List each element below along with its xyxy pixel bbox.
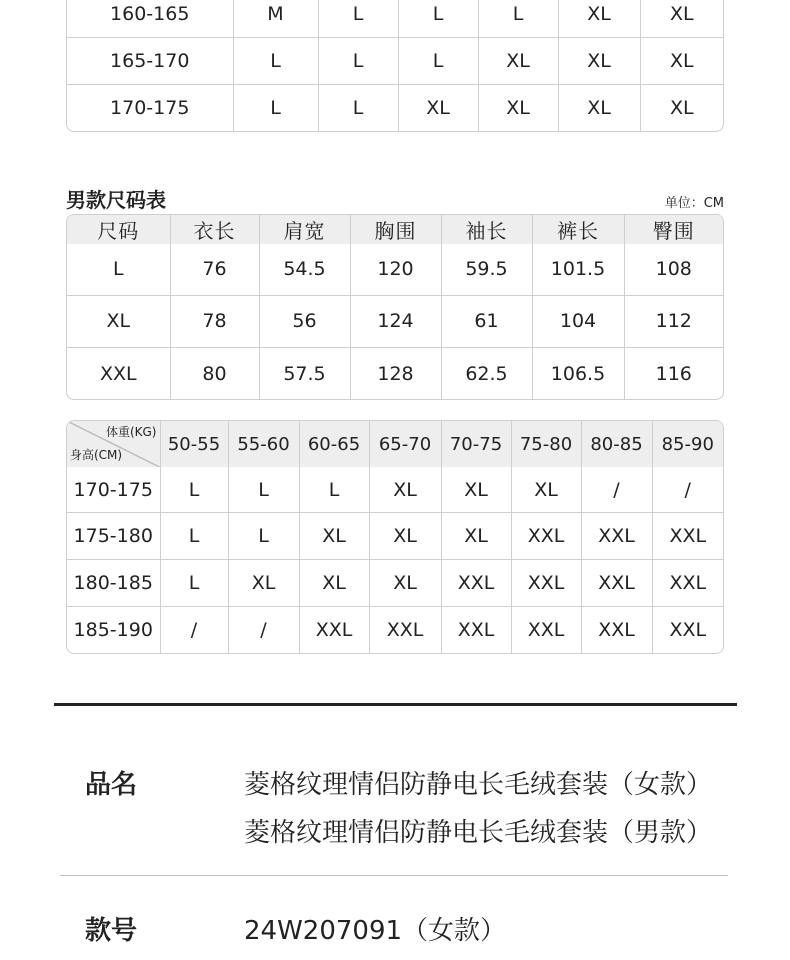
table-cell: 116: [655, 362, 692, 385]
table-cell: XL: [669, 96, 694, 119]
table-cell: L: [318, 38, 398, 85]
table-header-row: [67, 215, 723, 244]
table-cell: 59.5: [441, 244, 532, 295]
table-cell: 62.5: [441, 348, 532, 399]
product-name-line-1: 菱格纹理情侣防静电长毛绒套装（女款）: [244, 770, 713, 800]
product-name-line-2: 菱格纹理情侣防静电长毛绒套装（男款）: [244, 818, 713, 848]
table-cell: XL: [640, 0, 723, 38]
table-row: [67, 560, 723, 607]
table-cell: XL: [369, 513, 441, 560]
table-cell: 165-170: [67, 38, 233, 85]
table-cell: XXL: [652, 513, 723, 560]
column-header: 70-75: [441, 421, 511, 467]
table-cell: XL: [478, 84, 558, 131]
table-cell: XXL: [299, 607, 369, 653]
table-cell: L: [233, 38, 318, 85]
table-cell: /: [581, 467, 652, 513]
table-cell: 57.5: [259, 348, 350, 399]
table-cell: XL: [398, 84, 478, 131]
table-cell: XXL: [581, 560, 652, 607]
product-code-value: 24W207091（女款）: [244, 916, 507, 946]
table-cell: 56: [259, 295, 350, 347]
table-cell: L: [398, 0, 478, 38]
table-cell: L: [398, 38, 478, 85]
table-cell: XL: [640, 38, 723, 85]
table-cell: 106.5: [532, 348, 624, 399]
table-cell: 54.5: [259, 244, 350, 295]
table-cell: M: [233, 0, 318, 38]
table-cell: L: [228, 513, 299, 560]
column-header: 55-60: [228, 421, 299, 467]
table-cell: XXL: [67, 348, 170, 399]
table-cell: XL: [511, 467, 581, 513]
table-cell: L: [160, 467, 228, 513]
table-row: [67, 607, 723, 653]
table-row: [67, 295, 723, 347]
table-row: [67, 38, 723, 85]
column-header: 尺码: [67, 215, 170, 244]
table-cell: 128: [350, 348, 441, 399]
table-cell: 80: [170, 348, 259, 399]
table-cell: XL: [441, 467, 511, 513]
table-cell: XXL: [441, 607, 511, 653]
column-header: 75-80: [511, 421, 581, 467]
table-cell: XXL: [581, 607, 652, 653]
table-cell: XXL: [511, 607, 581, 653]
column-header: 衣长: [170, 215, 259, 244]
table-cell: L: [67, 244, 170, 295]
table-cell: XL: [67, 295, 170, 347]
table-cell: 101.5: [532, 244, 624, 295]
table-row: [67, 467, 723, 513]
table-row: [67, 348, 723, 399]
men-size-chart-title: 男款尺码表: [66, 188, 166, 212]
table-cell: /: [160, 607, 228, 653]
table-cell: 78: [170, 295, 259, 347]
table-header-row: [67, 421, 723, 467]
table-cell: L: [478, 0, 558, 38]
table-row: [67, 84, 723, 131]
table-cell: XXL: [511, 560, 581, 607]
section-divider: [54, 703, 737, 706]
column-header: 肩宽: [259, 215, 350, 244]
product-name-label: 品名: [85, 770, 138, 800]
column-header: 50-55: [160, 421, 228, 467]
men-height-weight-table: [66, 420, 724, 654]
weight-axis-label: 体重(KG): [105, 425, 157, 439]
column-header: 臀围: [624, 215, 723, 244]
corner-header: [67, 421, 160, 467]
table-cell: L: [228, 467, 299, 513]
table-cell: XL: [369, 467, 441, 513]
table-cell: XL: [299, 560, 369, 607]
table-cell: L: [233, 84, 318, 131]
table-cell: 112: [624, 295, 723, 347]
table-cell: 76: [170, 244, 259, 295]
table-cell: XL: [369, 560, 441, 607]
table-cell: 170-175: [67, 84, 233, 131]
table-cell: XXL: [652, 560, 723, 607]
table-cell: XL: [299, 513, 369, 560]
column-header: 65-70: [369, 421, 441, 467]
table-cell: 104: [532, 295, 624, 347]
table-cell: XL: [441, 513, 511, 560]
table-row: [67, 244, 723, 295]
column-header: 85-90: [652, 421, 723, 467]
product-code-label: 款号: [85, 916, 138, 946]
column-header: 袖长: [441, 215, 532, 244]
table-row: [67, 0, 723, 38]
table-cell: 175-180: [67, 513, 160, 560]
height-axis-label: 身高(CM): [70, 448, 123, 462]
table-cell: XL: [558, 38, 640, 85]
women-size-table: [66, 0, 724, 132]
table-cell: /: [228, 607, 299, 653]
table-cell: L: [160, 513, 228, 560]
column-header: 裤长: [532, 215, 624, 244]
table-cell: XXL: [581, 513, 652, 560]
table-cell: 180-185: [67, 560, 160, 607]
table-cell: XL: [478, 38, 558, 85]
table-cell: 124: [350, 295, 441, 347]
table-cell: 170-175: [67, 467, 160, 513]
table-cell: /: [652, 467, 723, 513]
table-cell: XXL: [511, 513, 581, 560]
info-divider: [60, 875, 728, 876]
table-cell: XL: [558, 84, 640, 131]
column-header: 80-85: [581, 421, 652, 467]
table-cell: XL: [558, 0, 640, 38]
table-cell: 120: [350, 244, 441, 295]
table-row: [67, 513, 723, 560]
table-cell: L: [318, 84, 398, 131]
unit-label: 单位：CM: [664, 196, 724, 211]
table-cell: L: [318, 0, 398, 38]
table-cell: 160-165: [67, 0, 233, 38]
table-cell: L: [160, 560, 228, 607]
table-cell: L: [299, 467, 369, 513]
table-cell: XXL: [369, 607, 441, 653]
table-cell: 108: [624, 244, 723, 295]
column-header: 胸围: [350, 215, 441, 244]
table-cell: XL: [228, 560, 299, 607]
men-size-table: [66, 214, 724, 400]
table-cell: XXL: [669, 619, 707, 642]
table-cell: 61: [441, 295, 532, 347]
table-cell: XXL: [441, 560, 511, 607]
table-cell: 185-190: [67, 607, 160, 653]
column-header: 60-65: [299, 421, 369, 467]
